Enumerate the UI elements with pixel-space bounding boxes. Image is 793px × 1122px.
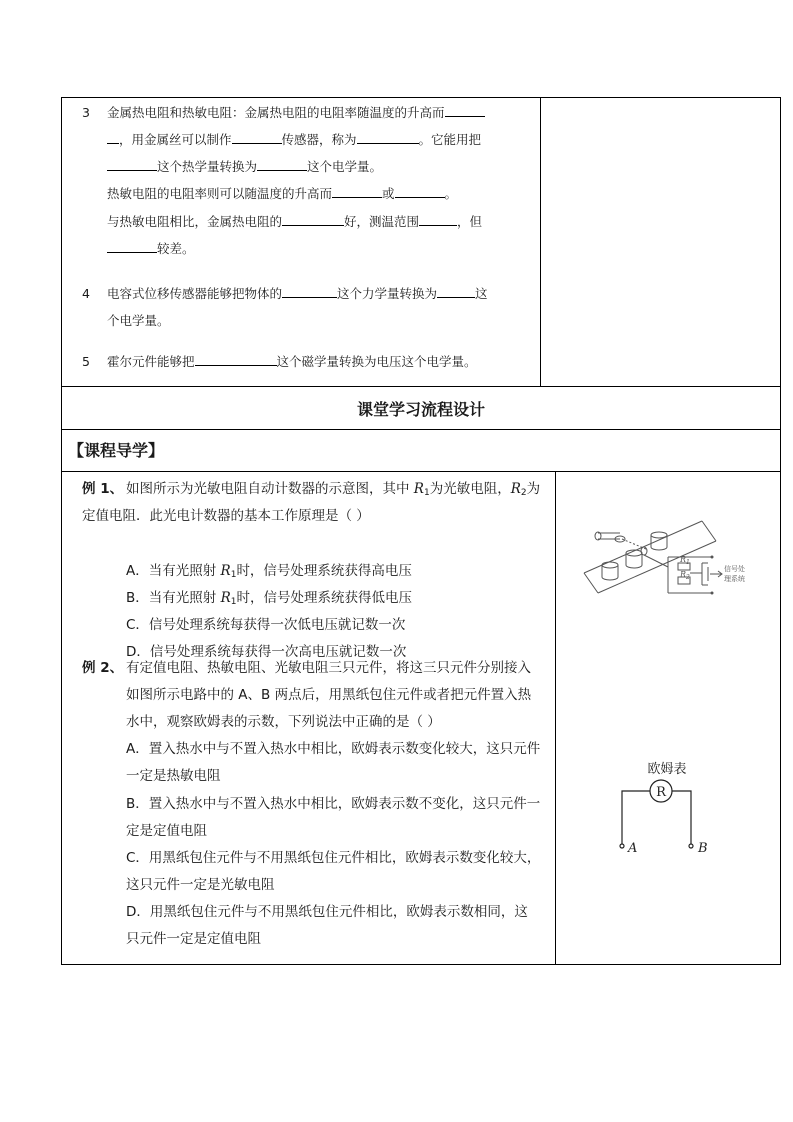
q3-text-5c: ，但 [457,214,483,229]
q3-text-5a: 与热敏电阻相比，金属热电阻的 [107,214,283,229]
q4-text-1c: 这 [475,286,488,301]
q3-text-4c: 。 [444,186,458,201]
ex1-opt-b-text-1: B．当有光照射 [126,590,221,606]
q3-text-2c: 。它能用把 [418,132,482,147]
ex2-option-d-1: D．用黑纸包住元件与不用黑纸包住元件相比，欧姆表示数相同，这 [126,904,528,920]
ex1-opt-b-r1-sub: 1 [230,597,237,607]
q3-blank-4 [107,158,157,171]
q5-number: 5 [82,354,90,369]
q3-line-6 [107,240,195,257]
q5-text-1b: 这个磁学量转换为电压这个电学量。 [276,354,477,369]
ex1-option-d: D．信号处理系统每获得一次高电压就记数一次 [126,644,407,660]
q4-text-1a: 电容式位移传感器能够把物体的 [107,286,283,301]
q3-blank-3 [357,131,419,144]
ex2-option-c-1: C．用黑纸包住元件与不用黑纸包住元件相比，欧姆表示数变化较大， [126,850,541,866]
q3-blank-6 [332,185,382,198]
q3-blank-9 [419,213,457,226]
section-title: 课堂学习流程设计 [356,399,485,419]
fig-r2-label: $R_2$ [680,570,690,581]
q3-text-1a: 金属热电阻和热敏电阻：金属热电阻的电阻率随温度的升高而 [107,105,445,120]
ex1-r1: R [413,481,424,497]
q3-text-3a: 这个热学量转换为 [157,159,258,174]
ex1-opt-a-r1-sub: 1 [230,570,237,580]
q4-blank-2 [437,285,475,298]
ex2-option-c-2: 这只元件一定是光敏电阻 [126,877,275,893]
q3-text-5b: 好，测温范围 [344,214,420,229]
q4-line-2: 个电学量。 [107,313,170,328]
ex1-r2-sub: 2 [520,488,527,498]
ex2-line-2: 如图所示电路中的 A、B 两点后，用黑纸包住元件或者把元件置入热 [126,687,532,703]
ex1-opt-a-text-1: A．当有光照射 [126,563,221,579]
fig-r1-label: $R_1$ [680,555,690,566]
ohmmeter-circuit-diagram [612,756,722,860]
ex2-option-a-1: A．置入热水中与不置入热水中相比，欧姆表示数变化较大，这只元件 [126,741,541,757]
ex1-text-1b: 为光敏电阻， [429,481,511,497]
q3-blank-5 [257,158,307,171]
ex2-line-3: 水中，观察欧姆表的示数，下列说法中正确的是（ ） [126,714,441,730]
q3-number: 3 [82,105,90,120]
fig-signal-label-2: 理系统 [724,575,745,583]
ex1-option-b [126,589,412,611]
q3-blank-7 [395,185,445,198]
bottom-column-divider [555,471,556,965]
q5-text-1a: 霍尔元件能够把 [107,354,195,369]
q4-number: 4 [82,286,90,301]
ex1-r1-sub: 1 [423,488,430,498]
q3-text-4a: 热敏电阻的电阻率则可以随温度的升高而 [107,186,333,201]
q4-text-1b: 这个力学量转换为 [337,286,438,301]
q3-text-2b: 传感器，称为 [281,132,357,147]
row-divider-2 [61,429,781,430]
ohmmeter-title: 欧姆表 [647,762,687,777]
ex1-option-a [126,562,412,584]
ex2-option-d-2: 只元件一定是定值电阻 [126,931,261,947]
ex2-option-b-1: B．置入热水中与不置入热水中相比，欧姆表示数不变化，这只元件一 [126,796,541,812]
ex2-option-b-2: 定是定值电阻 [126,823,207,839]
ex1-opt-b-text-2: 时，信号处理系统获得低电压 [236,590,412,606]
q3-line-2 [107,131,481,148]
ex1-opt-a-text-2: 时，信号处理系统获得高电压 [236,563,412,579]
ex2-line-1: 有定值电阻、热敏电阻、光敏电阻三只元件，将这三只元件分别接入 [126,660,531,676]
q3-blank-1b [107,131,119,144]
q5-blank-1 [195,353,277,366]
conveyor-counter-diagram [582,515,782,605]
q3-text-4b: 或 [382,186,395,201]
ex1-line-1 [126,480,540,502]
ohmmeter-symbol: R [656,785,666,800]
ex2-label: 例 2、 [82,660,124,676]
ex2-option-a-2: 一定是热敏电阻 [126,768,221,784]
terminal-a-label: A [628,841,638,856]
q3-text-6a: 较差。 [157,241,195,256]
ex1-option-c: C．信号处理系统每获得一次低电压就记数一次 [126,617,406,633]
q3-text-2a: ，用金属丝可以制作 [119,132,232,147]
q4-line-1 [107,285,488,302]
course-guide-label: 【课程导学】 [68,441,165,460]
ex1-text-1c: 为 [526,481,541,497]
q3-text-3b: 这个电学量。 [307,159,383,174]
q3-line-4 [107,185,457,202]
ex1-r2: R [510,481,521,497]
ex1-opt-b-r1: R [220,590,231,606]
ex1-opt-a-r1: R [220,563,231,579]
ex1-label: 例 1、 [82,481,124,497]
q3-line-1 [107,104,485,121]
q3-blank-1 [445,104,485,117]
fig-signal-label-1: 信号处 [724,565,745,573]
q3-blank-10 [107,240,157,253]
q3-blank-2 [232,131,282,144]
terminal-b-label: B [698,841,708,856]
q3-line-3 [107,158,382,175]
top-column-divider [540,97,541,387]
q4-blank-1 [282,285,337,298]
q3-line-5 [107,213,482,230]
q3-blank-8 [282,213,344,226]
ex1-text-1a: 如图所示为光敏电阻自动计数器的示意图，其中 [126,481,414,497]
row-divider-3 [61,471,781,472]
q5-line-1 [107,353,477,370]
ex1-line-2: 定值电阻．此光电计数器的基本工作原理是（ ） [82,508,370,524]
